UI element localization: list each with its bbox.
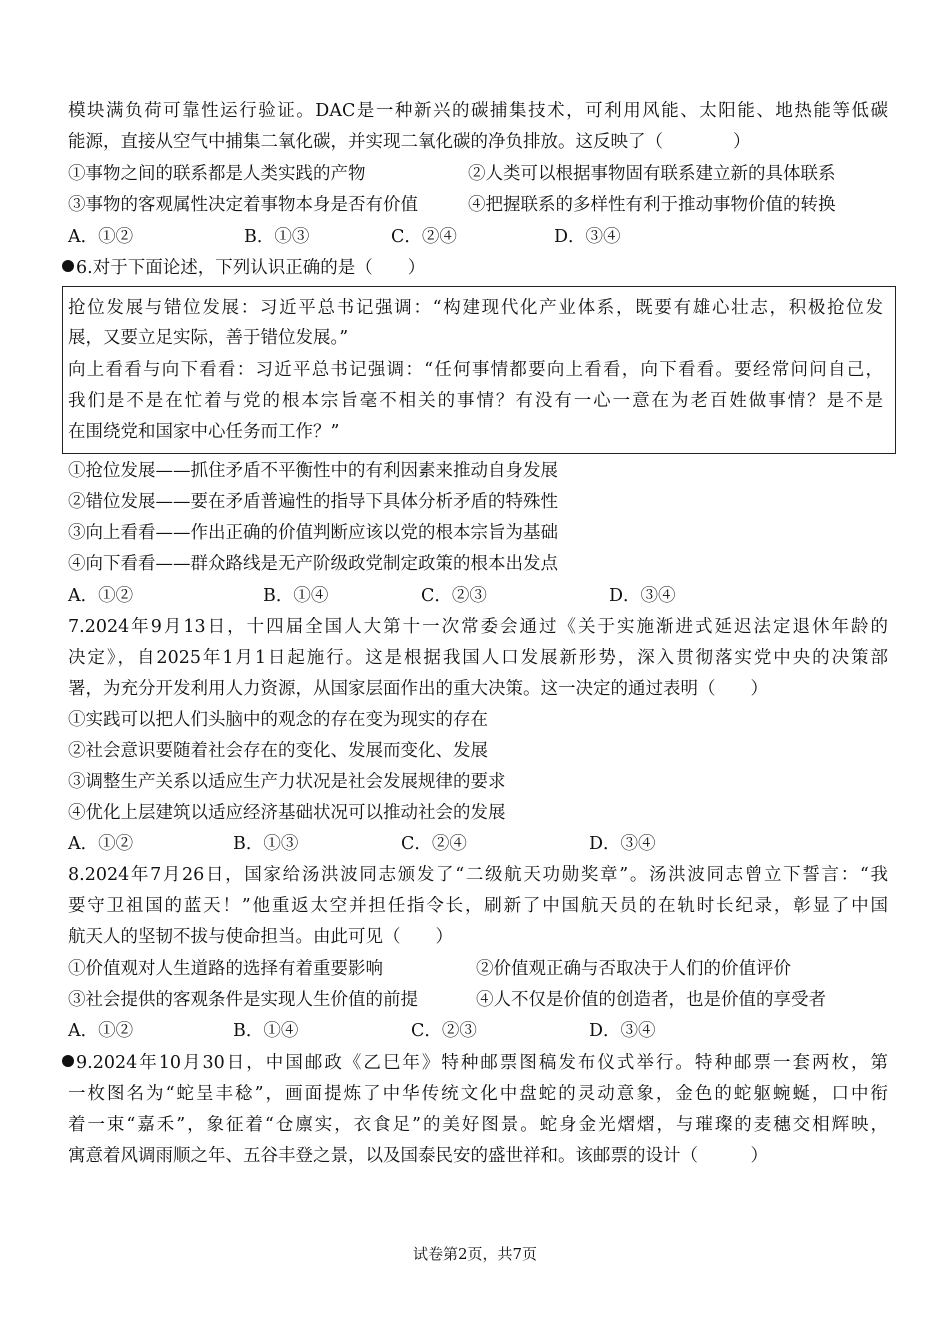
q5-option-d: D．③④ xyxy=(554,227,621,247)
q7-statement-2: ②社会意识要随着社会存在的变化、发展而变化、发展 xyxy=(68,741,488,761)
q5-text-line2: 能源，直接从空气中捕集二氧化碳，并实现二氧化碳的净负排放。这反映了（ ） xyxy=(68,132,751,152)
q6-option-b: B．①④ xyxy=(263,586,329,606)
q8-option-d: D．③④ xyxy=(589,1021,656,1041)
q8-option-a: A．①② xyxy=(68,1021,134,1041)
q7-stem-line2: 决定》，自2025年1月1日起施行。这是根据我国人口发展新形势，深入贯彻落实党中央的决策部 xyxy=(68,648,888,668)
bullet-icon xyxy=(62,1055,74,1067)
q7-option-b: B．①③ xyxy=(233,834,299,854)
q7-statement-4: ④优化上层建筑以适应经济基础状况可以推动社会的发展 xyxy=(68,803,506,823)
q6-box-line3: 向上看看与向下看看：习近平总书记强调：“任何事情都要向上看看，向下看看。要经常问问自己， xyxy=(68,360,883,380)
q5-option-c: C．②④ xyxy=(391,227,457,247)
q8-statement-1: ①价值观对人生道路的选择有着重要影响 xyxy=(68,959,383,979)
q5-statement-2: ②人类可以根据事物固有联系建立新的具体联系 xyxy=(468,164,836,184)
q5-statement-3: ③事物的客观属性决定着事物本身是否有价值 xyxy=(68,195,418,215)
q8-statement-4: ④人不仅是价值的创造者，也是价值的享受者 xyxy=(476,990,826,1010)
q5-statement-4: ④把握联系的多样性有利于推动事物价值的转换 xyxy=(468,195,836,215)
page-footer: 试卷第2页，共7页 xyxy=(412,1245,538,1263)
q6-box-line1: 抢位发展与错位发展：习近平总书记强调：“构建现代化产业体系，既要有雄心壮志，积极抢位发 xyxy=(68,298,883,318)
q6-box-line5: 在围绕党和国家中心任务而工作？” xyxy=(68,422,340,442)
q5-option-b: B．①③ xyxy=(244,227,310,247)
q7-stem-line1: 7.2024年9月13日，十四届全国人大第十一次常委会通过《关于实施渐进式延迟法定退休年龄的 xyxy=(68,617,888,637)
q6-option-c: C．②③ xyxy=(421,586,487,606)
q9-stem-line1 xyxy=(62,1052,888,1074)
q7-option-d: D．③④ xyxy=(589,834,656,854)
q9-stem-line3: 着一束“嘉禾”，象征着“仓廪实，衣食足”的美好图景。蛇身金光熠熠，与璀璨的麦穗交相辉映， xyxy=(68,1115,888,1135)
q8-stem-line2: 要守卫祖国的蓝天！”他重返太空并担任指令长，刷新了中国航天员的在轨时长纪录，彰显了中国 xyxy=(68,896,888,916)
q8-option-b: B．①④ xyxy=(233,1021,299,1041)
q6-option-a: A．①② xyxy=(68,586,134,606)
q7-option-a: A．①② xyxy=(68,834,134,854)
q7-statement-1: ①实践可以把人们头脑中的观念的存在变为现实的存在 xyxy=(68,710,488,730)
q6-option-d: D．③④ xyxy=(609,586,676,606)
q7-option-c: C．②④ xyxy=(401,834,467,854)
q8-statement-2: ②价值观正确与否取决于人们的价值评价 xyxy=(476,959,791,979)
q6-statement-4: ④向下看看——群众路线是无产阶级政党制定政策的根本出发点 xyxy=(68,554,558,574)
q6-box-line2: 展，又要立足实际，善于错位发展。” xyxy=(68,328,349,348)
q5-option-a: A．①② xyxy=(68,227,134,247)
q5-text-line1: 模块满负荷可靠性运行验证。DAC是一种新兴的碳捕集技术，可利用风能、太阳能、地热能等低碳 xyxy=(68,101,888,121)
q6-box-line4: 我们是不是在忙着与党的根本宗旨毫不相关的事情？有没有一心一意在为老百姓做事情？是不是 xyxy=(68,391,883,411)
q7-stem-line3: 署，为充分开发利用人力资源，从国家层面作出的重大决策。这一决定的通过表明（ ） xyxy=(68,679,768,699)
q6-stem-line xyxy=(62,257,882,279)
q6-statement-1: ①抢位发展——抓住矛盾不平衡性中的有利因素来推动自身发展 xyxy=(68,461,558,481)
q7-statement-3: ③调整生产关系以适应生产力状况是社会发展规律的要求 xyxy=(68,772,506,792)
q9-stem-line4: 寓意着风调雨顺之年、五谷丰登之景，以及国泰民安的盛世祥和。该邮票的设计（ ） xyxy=(68,1146,768,1166)
q8-option-c: C．②③ xyxy=(411,1021,477,1041)
bullet-icon xyxy=(62,260,74,272)
q9-stem-text1: 9.2024年10月30日，中国邮政《乙巳年》特种邮票图稿发布仪式举行。特种邮票一套两枚，第 xyxy=(76,1053,888,1073)
q9-stem-line2: 一枚图名为“蛇呈丰稔”，画面提炼了中华传统文化中盘蛇的灵动意象，金色的蛇躯蜿蜒，口中衔 xyxy=(68,1084,888,1104)
q6-statement-2: ②错位发展——要在矛盾普遍性的指导下具体分析矛盾的特殊性 xyxy=(68,492,558,512)
q8-statement-3: ③社会提供的客观条件是实现人生价值的前提 xyxy=(68,990,418,1010)
q6-stem: 6.对于下面论述，下列认识正确的是（ ） xyxy=(76,258,426,278)
q6-statement-3: ③向上看看——作出正确的价值判断应该以党的根本宗旨为基础 xyxy=(68,523,558,543)
q8-stem-line3: 航天人的坚韧不拔与使命担当。由此可见（ ） xyxy=(68,927,453,947)
q8-stem-line1: 8.2024年7月26日，国家给汤洪波同志颁发了“二级航天功勋奖章”。汤洪波同志曾立下誓言：“我 xyxy=(68,865,888,885)
q5-statement-1: ①事物之间的联系都是人类实践的产物 xyxy=(68,164,366,184)
